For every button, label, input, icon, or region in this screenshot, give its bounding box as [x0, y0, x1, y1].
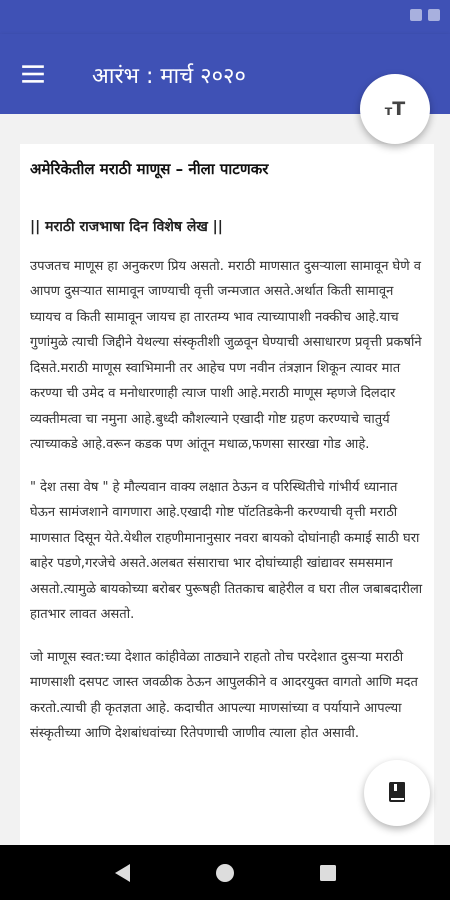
article-paragraph: उपजतच माणूस हा अनुकरण प्रिय असतो. मराठी माणसात दुसऱ्याला सामावून घेणे व आपण दुसऱ्यात सामावून जाण्याची वृत्ती जन्मजात असते.अर्थात किती सामावून घ्यायच व किती सामावून जायच हा तारतम्य भाव त्याच्यापाशी नक्कीच आहे.याच गुणांमुळे त्याची जिद्दीने येथल्या संस्कृतीशी जुळवून घेण्याची असाधारण प्रवृत्ती प्रकर्षाने दिसते.मराठी माणूस स्वाभिमानी तर आहेच पण नवीन तंत्रज्ञान शिकून त्यावर मात करण्या ची उमेद व मनोधारणाही त्याज पाशी आहे.मराठी माणूस म्हणजे दिलदार व्यक्तीमत्वा चा नमुना आहे.बुध्दी कौशल्याने एखादी गोष्ट ग्रहण करण्याचे चातुर्य त्याच्याकडे आहे.वरून कडक पण आंतून मधाळ,फणसा सारखा गोड आहे.	[30, 258, 422, 452]
menu-button[interactable]	[20, 58, 52, 90]
book-button[interactable]	[364, 760, 430, 826]
status-bar	[0, 0, 450, 34]
text-size-button[interactable]	[360, 74, 430, 144]
article-subtitle: || मराठी राजभाषा दिन विशेष लेख ||	[30, 218, 223, 235]
recents-square-icon	[318, 863, 338, 883]
signal-icon	[410, 9, 422, 21]
app-title: आरंभ : मार्च २०२०	[92, 64, 246, 89]
back-button[interactable]	[102, 853, 142, 893]
home-button[interactable]	[205, 853, 245, 893]
battery-icon	[428, 9, 440, 21]
status-icons	[410, 9, 440, 21]
home-circle-icon	[214, 862, 236, 884]
hamburger-menu-icon	[20, 61, 46, 87]
article-card	[20, 144, 434, 845]
book-icon	[386, 781, 408, 805]
article-paragraph: " देश तसा वेष " हे मौल्यवान वाक्य लक्षात ठेऊन व परिस्थितीचे गांभीर्य ध्यानात घेऊन सामंजशाने वागणारा आहे.एखादी गोष्ट पॉटतिडकेनी करण्याची वृत्ती मराठी माणसात दिसून येते.येथील राहणीमानानुसार नवरा बायको दोघांनाही कमाई साठी घरा बाहेर पडणे,गरजेचे असते.अलबत संसाराचा भार दोघांच्याही खांद्यावर समसमान असतो.त्यामुळे बायकोच्या बरोबर पुरूषही तितकाच बाहेरील व घरा तील जबाबदारीला हातभार लावत असतो.	[30, 479, 423, 622]
article-paragraph: जो माणूस स्वत:च्या देशात कांहीवेळा ताठ्याने राहतो तोच परदेशात दुसऱ्या मराठी माणसाशी दसपट जास्त जवळीक ठेऊन आपुलकीने व आदरयुक्त वागतो आणि मदत करतो.त्याची ही कृतज्ञता आहे. कदाचीत आपल्या माणसांच्या व पर्यायाने आपल्या संस्कृतीच्या आणि देशबांधवांच्या रितेपणाची जाणीव त्याला होत असावी.	[30, 649, 418, 741]
text-size-icon: тT	[384, 98, 406, 120]
system-nav-bar	[0, 845, 450, 900]
recents-button[interactable]	[308, 853, 348, 893]
article-title: अमेरिकेतील मराठी माणूस – नीला पाटणकर	[30, 160, 269, 178]
back-triangle-icon	[112, 862, 132, 884]
content-area[interactable]	[0, 114, 450, 845]
